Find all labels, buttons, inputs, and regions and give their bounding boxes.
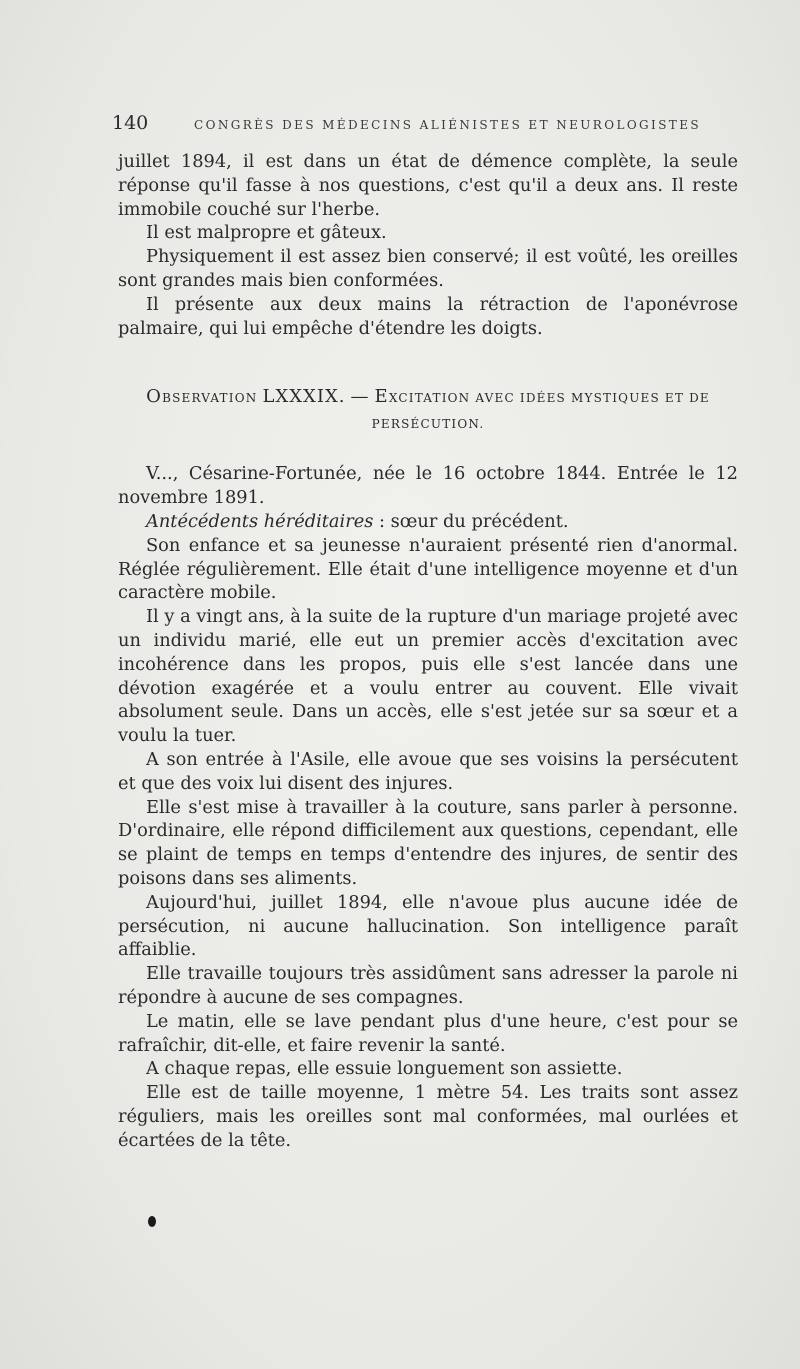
- page-body: [118, 150, 738, 1152]
- paragraph: Le matin, elle se lave pendant plus d'une heure, c'est pour se rafraîchir, dit-elle, et faire revenir la santé.: [118, 1010, 738, 1056]
- patient-intro: V..., Césarine-Fortunée, née le 16 octobre 1844. Entrée le 12 novembre 1891.: [118, 463, 738, 509]
- observation-number: LXXXIX.: [262, 386, 346, 408]
- paragraph: A son entrée à l'Asile, elle avoue que ses voisins la persécutent et que des voix lui disent des injures.: [118, 748, 738, 794]
- antecedents-label: Antécédents héréditaires: [146, 510, 374, 532]
- paragraph: Physiquement il est assez bien conservé; il est voûté, les oreilles sont grandes mais bien conformées.: [118, 246, 738, 291]
- paragraph: Il présente aux deux mains la rétraction de l'aponévrose palmaire, qui lui empêche d'étendre les doigts.: [118, 293, 738, 339]
- paragraph: Aujourd'hui, juillet 1894, elle n'avoue plus aucune idée de persécution, ni aucune hallucination. Son intelligence paraît affaiblie.: [118, 891, 738, 961]
- paragraph: juillet 1894, il est dans un état de démence complète, la seule réponse qu'il fasse à nos questions, c'est qu'il a deux ans. Il reste immobile couché sur l'herbe.: [118, 151, 738, 220]
- paragraph: Elle s'est mise à travailler à la couture, sans parler à personne. D'ordinaire, elle répond difficilement aux questions, cependant, elle se plaint de temps en temps d'entendre des injures, de sentir des poisons dans ses aliments.: [118, 796, 738, 889]
- page-number: 140: [112, 112, 149, 134]
- paragraph: Elle est de taille moyenne, 1 mètre 54. Les traits sont assez réguliers, mais les oreilles sont mal conformées, mal ourlées et écartées de la tête.: [118, 1082, 738, 1151]
- antecedents: Antécédents héréditaires : sœur du précédent.: [146, 510, 569, 532]
- observation-heading-line2: PERSÉCUTION.: [371, 417, 485, 432]
- observation-heading-line1: OBSERVATION LXXXIX. — EXCITATION AVEC IDÉES MYSTIQUES ET DE: [146, 386, 710, 408]
- paragraph: Il est malpropre et gâteux.: [146, 222, 387, 244]
- paragraph: A chaque repas, elle essuie longuement son assiette.: [146, 1058, 623, 1080]
- paragraph: Il y a vingt ans, à la suite de la rupture d'un mariage projeté avec un individu marié, elle eut un premier accès d'excitation avec incohérence dans les propos, puis elle s'est lancée dans une dévotion exagérée et a voulu entrer au couvent. Elle vivait absolument seule. Dans un accès, elle s'est jetée sur sa sœur et a voulu la tuer.: [118, 606, 738, 747]
- observation-heading: [118, 384, 738, 437]
- ink-mark: [148, 1216, 156, 1227]
- paragraph: Elle travaille toujours très assidûment sans adresser la parole ni répondre à aucune de ses compagnes.: [118, 963, 738, 1008]
- paragraph: Son enfance et sa jeunesse n'auraient présenté rien d'anormal. Réglée régulièrement. Elle était d'une intelligence moyenne et d'un caractère mobile.: [118, 534, 738, 604]
- running-title: CONGRÈS DES MÉDECINS ALIÉNISTES ET NEUROLOGISTES: [194, 118, 701, 132]
- page-header: [112, 112, 712, 134]
